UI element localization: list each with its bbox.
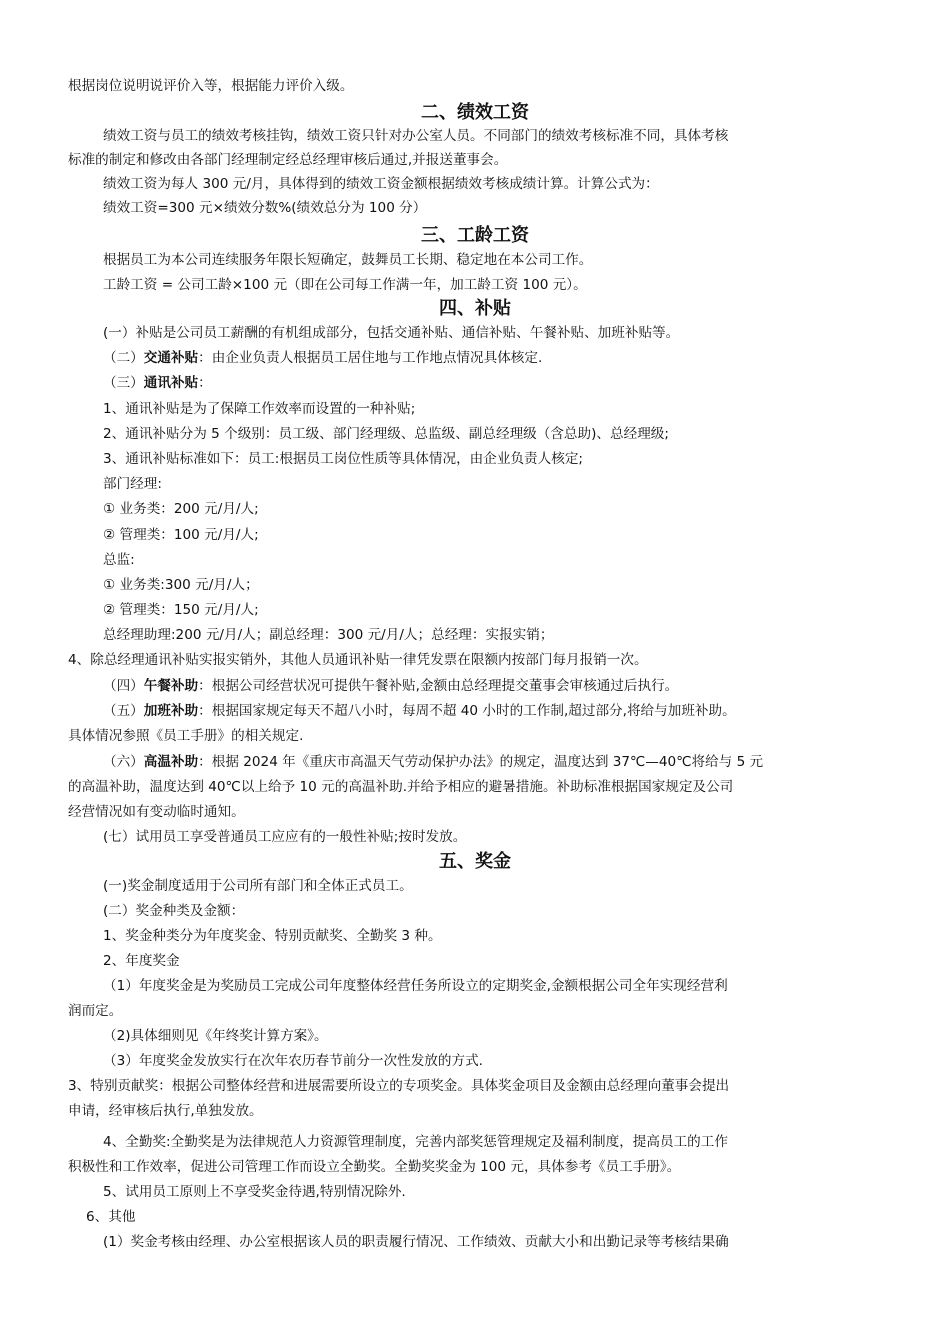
list-item: (1）奖金考核由经理、办公室根据该人员的职责履行情况、工作绩效、贡献大小和出勤记录等考核结果确 [103,1234,729,1250]
paragraph-line: 的高温补助，温度达到 40℃以上给予 10 元的高温补助.并给予相应的避暑措施。补助标准根据国家规定及公司 [68,779,734,795]
paragraph-line: 标准的制定和修改由各部门经理制定经总经理审核后通过,并报送董事会。 [68,152,508,168]
list-item: ① 业务类:300 元/月/人； [103,577,259,593]
section-heading-allowances: 四、补贴 [439,298,511,319]
list-item: 总监: [103,552,135,568]
list-item: 6、其他 [86,1209,136,1225]
paragraph-line: 经营情况如有变动临时通知。 [68,804,245,820]
list-item: （2)具体细则见《年终奖计算方案》。 [103,1028,328,1044]
item-text: ：根据国家规定每天不超八小时，每周不超 40 小时的工作制,超过部分,将给与加班补助。 [198,703,736,719]
paragraph-line-transport [103,348,542,368]
item-number: （二） [103,350,144,366]
paragraph-line: (七）试用员工享受普通员工应应有的一般性补贴;按时发放。 [103,829,467,845]
list-item: 总经理助理:200 元/月/人；副总经理：300 元/月/人；总经理：实报实销； [103,627,554,643]
bold-term-communication: 通讯补贴 [143,375,199,391]
paragraph-line-lunch [103,676,678,696]
paragraph-line: 积极性和工作效率，促进公司管理工作而设立全勤奖。全勤奖奖金为 100 元，具体参考《员工手册》。 [68,1159,681,1175]
formula-line: 绩效工资=300 元×绩效分数%(绩效总分为 100 分） [103,200,427,216]
section-heading-bonus: 五、奖金 [439,851,511,872]
paragraph-line: 具体情况参照《员工手册》的相关规定. [68,728,304,744]
paragraph-line: 绩效工资与员工的绩效考核挂钩，绩效工资只针对办公室人员。不同部门的绩效考核标准不同，具体考核 [103,128,729,144]
item-text: ： [198,375,212,391]
bold-term-transport: 交通补贴 [143,350,199,366]
paragraph-line: 绩效工资为每人 300 元/月，具体得到的绩效工资金额根据绩效考核成绩计算。计算公式为： [103,176,659,192]
paragraph-line-heat [103,752,763,772]
paragraph-line: (一)奖金制度适用于公司所有部门和全体正式员工。 [103,878,413,894]
list-item: 4、全勤奖:全勤奖是为法律规范人力资源管理制度，完善内部奖惩管理规定及福利制度，提高员工的工作 [103,1134,728,1150]
paragraph-line: 申请，经审核后执行,单独发放。 [68,1103,263,1119]
paragraph-line: (一）补贴是公司员工薪酬的有机组成部分，包括交通补贴、通信补贴、午餐补贴、加班补贴等。 [103,325,680,341]
section-heading-seniority-pay: 三、工龄工资 [421,225,529,246]
list-item: ② 管理类：150 元/月/人; [103,602,259,618]
item-text: ：根据 2024 年《重庆市高温天气劳动保护办法》的规定，温度达到 37℃—40℃将给与 5 元 [198,754,764,770]
paragraph-line: 根据员工为本公司连续服务年限长短确定，鼓舞员工长期、稳定地在本公司工作。 [103,252,593,268]
paragraph-line: 根据岗位说明说评价入等，根据能力评价入级。 [68,78,354,94]
list-item: ① 业务类：200 元/月/人; [103,501,259,517]
item-number: （四） [103,678,144,694]
item-text: ：根据公司经营状况可提供午餐补贴,金额由总经理提交董事会审核通过后执行。 [198,678,679,694]
item-text: ：由企业负责人根据员工居住地与工作地点情况具体核定. [198,350,543,366]
formula-line: 工龄工资 = 公司工龄×100 元（即在公司每工作满一年，加工龄工资 100 元）。 [103,277,587,293]
list-item: 3、特别贡献奖：根据公司整体经营和进展需要所设立的专项奖金。具体奖金项目及金额由总经理向董事会提出 [68,1078,730,1094]
paragraph-line: (二）奖金种类及金额： [103,903,245,919]
list-item: （3）年度奖金发放实行在次年农历春节前分一次性发放的方式. [103,1053,483,1069]
list-item: 3、通讯补贴标准如下：员工:根据员工岗位性质等具体情况，由企业负责人核定; [103,451,583,467]
section-heading-performance-pay: 二、绩效工资 [421,102,529,123]
paragraph-line: 润而定。 [68,1003,123,1019]
list-item: 4、除总经理通讯补贴实报实销外，其他人员通讯补贴一律凭发票在限额内按部门每月报销一次。 [68,652,648,668]
bold-term-heat: 高温补助 [143,754,199,770]
list-item: 部门经理: [103,476,162,492]
item-number: （五） [103,703,144,719]
paragraph-line-overtime [103,701,736,721]
item-number: （三） [103,375,144,391]
item-number: （六） [103,754,144,770]
list-item: 1、通讯补贴是为了保障工作效率而设置的一种补贴; [103,401,416,417]
list-item: ② 管理类：100 元/月/人; [103,527,259,543]
list-item: 2、通讯补贴分为 5 个级别：员工级、部门经理级、总监级、副总经理级（含总助)、总经理级; [103,426,669,442]
list-item: 2、年度奖金 [103,953,180,969]
list-item: 1、奖金种类分为年度奖金、特别贡献奖、全勤奖 3 种。 [103,928,442,944]
paragraph-line-communication [103,373,212,393]
list-item: （1）年度奖金是为奖励员工完成公司年度整体经营任务所设立的定期奖金,金额根据公司全年实现经营利 [103,978,728,994]
bold-term-overtime: 加班补助 [143,703,199,719]
bold-term-lunch: 午餐补助 [143,678,199,694]
list-item: 5、试用员工原则上不享受奖金待遇,特别情况除外. [103,1184,406,1200]
